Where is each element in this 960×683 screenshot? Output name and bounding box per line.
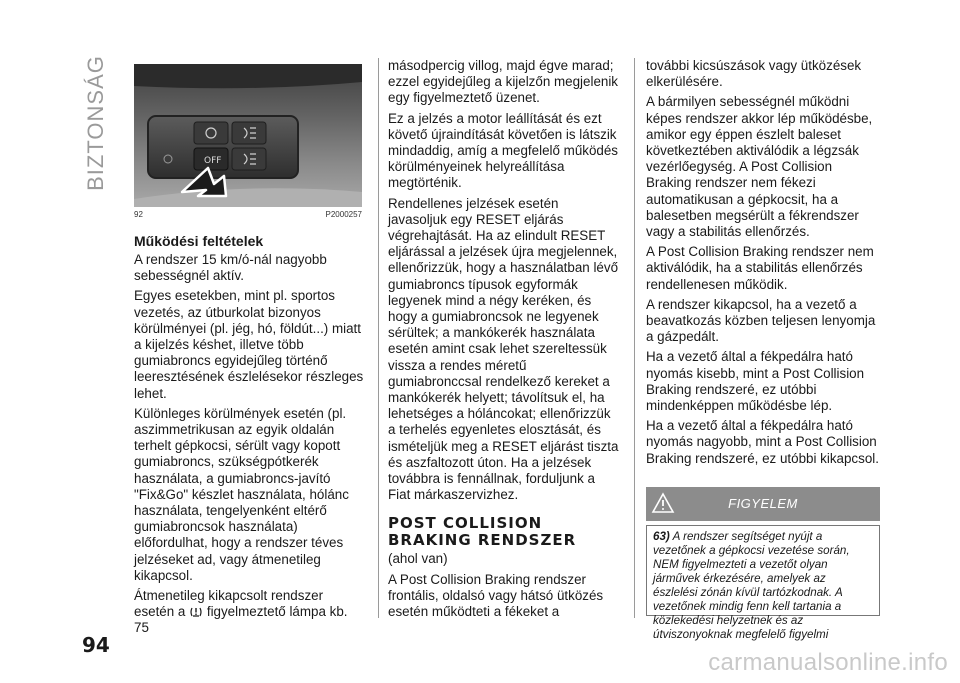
section-tab-label: BIZTONSÁG: [83, 55, 109, 191]
post-collision-heading: [388, 515, 620, 549]
paragraph: Rendellenes jelzések esetén javasoljuk egy RESET eljárás végrehajtását. Ha az elindult RESET eljárással a jelzések újra megjelennek, ellenőrizzük, hogy a használatban lévő gumiabroncs típusok egyformák legyenek mind a négy keréken, és hogy a gumiabroncsok ne legyenek sérültek; a mankókerék használata esetén amint csak lehet szereltessük vissza a rendes méretű gumiabronccsal rendelkező kereket a mankókerék helyett; távolítsuk el, ha lehetséges a hóláncokat; ellenőrizzük a terhelés egyenletes elosztását, és ismételjük meg a RESET eljárást tiszta és aszfaltozott úton. Ha a jelzések továbbra is fennállnak, forduljunk a Fiat márkaszervizhez.: [388, 195, 619, 503]
switch-panel-illustration: [134, 64, 362, 207]
warning-title: FIGYELEM: [728, 495, 798, 511]
paragraph: A Post Collision Braking rendszer nem aktiválódik, ha a stabilitás ellenőrzés rendellenesen működik.: [646, 244, 874, 292]
column-divider: [378, 58, 379, 618]
section-heading: Működési feltételek: [134, 233, 264, 249]
warning-box: [646, 525, 880, 641]
paragraph-part: Átmenetileg kikapcsolt rendszer esetén a: [134, 588, 324, 620]
watermark: carmanualsonline.info: [708, 649, 948, 676]
column-3: [646, 58, 880, 641]
paragraph: további kicsúszások vagy ütközések elkerülésére.: [646, 58, 862, 90]
tire-pressure-warning-icon: [190, 605, 202, 618]
paragraph: Ha a vezető által a fékpedálra ható nyomás nagyobb, mint a Post Collision Braking rendszeré, ez utóbbi kikapcsol.: [646, 418, 879, 466]
dashboard-switch-photo: [134, 64, 362, 207]
figure-number: 92: [134, 210, 143, 219]
figure-code: P2000257: [325, 210, 362, 219]
column-1: [134, 232, 364, 641]
heading-line: BRAKING RENDSZER: [388, 531, 577, 550]
warning-text: A rendszer segítséget nyújt a vezetőnek a gépkocsi vezetése során, NEM figyelmezteti a vezetőt olyan járművek érkezésére, amelyek az észlelési zónán kívül tartózkodnak. A vezetőnek mindig fenn kell tartania a közlekedési helyzetnek és az útviszonyoknak megfelelő figyelmi: [653, 529, 850, 641]
warning-number: 63): [653, 529, 670, 543]
paragraph-part: figyelmeztető lámpa kb. 75: [134, 604, 348, 636]
warning-header: [646, 487, 880, 521]
paragraph: Ha a vezető által a fékpedálra ható nyomás kisebb, mint a Post Collision Braking rendszeré, ez utóbbi mindenképpen működésbe lép.: [646, 349, 865, 414]
section-tab: [78, 48, 114, 198]
paragraph: [134, 588, 364, 637]
paragraph: Különleges körülmények esetén (pl. aszimmetrikusan az egyik oldalán terhelt gépkocsi, sérült vagy kopott gumiabroncs, szükségpótkerék használata, a gumiabroncs-javító "Fix&Go" készlet használata, hólánc használata, tengelyenként eltérő gumiabroncsok használata) előfordulhat, hogy a rendszer téves jelzéseket ad, vagy átmenetileg kikapcsol.: [134, 405, 349, 583]
paragraph: A bármilyen sebességnél működni képes rendszer akkor lép működésbe, amikor egy éppen észlelt baleset következtében aktiválódik a légzsák vezérlőegység. A Post Collision Braking rendszer nem fékezi automatikusan a gépkocsit, ha a balesetben megsérült a fékrendszer vagy a stabilitás ellenőrzés.: [646, 94, 873, 240]
heading-line: POST COLLISION: [388, 514, 543, 533]
column-divider: [634, 58, 635, 618]
column-2: [388, 58, 620, 624]
figure-caption: [134, 210, 362, 222]
paragraph: Ez a jelzés a motor leállítását és ezt követő újraindítását követően is látszik mindaddig, amíg a megfelelő működés körülményeinek helyreállítása megtörténik.: [388, 110, 619, 191]
paragraph: Egyes esetekben, mint pl. sportos vezetés, az útburkolat bizonyos körülményei (pl. jég, hó, földút...) miatt a kijelzés késhet, illetve több gumiabroncs egyidejűleg történő leeresztésének észlelésekor részleges lehet.: [134, 288, 364, 401]
paragraph: A rendszer kikapcsol, ha a vezető a beavatkozás közben teljesen lenyomja a gázpedált.: [646, 296, 876, 345]
subheading: (ahol van): [388, 551, 448, 567]
page-number: 94: [82, 633, 110, 657]
paragraph: A Post Collision Braking rendszer frontális, oldalsó vagy hátsó ütközés esetén működteti a fékeket a: [388, 571, 604, 620]
paragraph: másodpercig villog, majd égve marad; ezzel egyidejűleg a kijelzőn megjelenik egy figyelmeztető üzenet.: [388, 58, 619, 106]
svg-text:OFF: OFF: [204, 156, 222, 166]
paragraph: A rendszer 15 km/ó-nál nagyobb sebességnél aktív.: [134, 252, 327, 284]
